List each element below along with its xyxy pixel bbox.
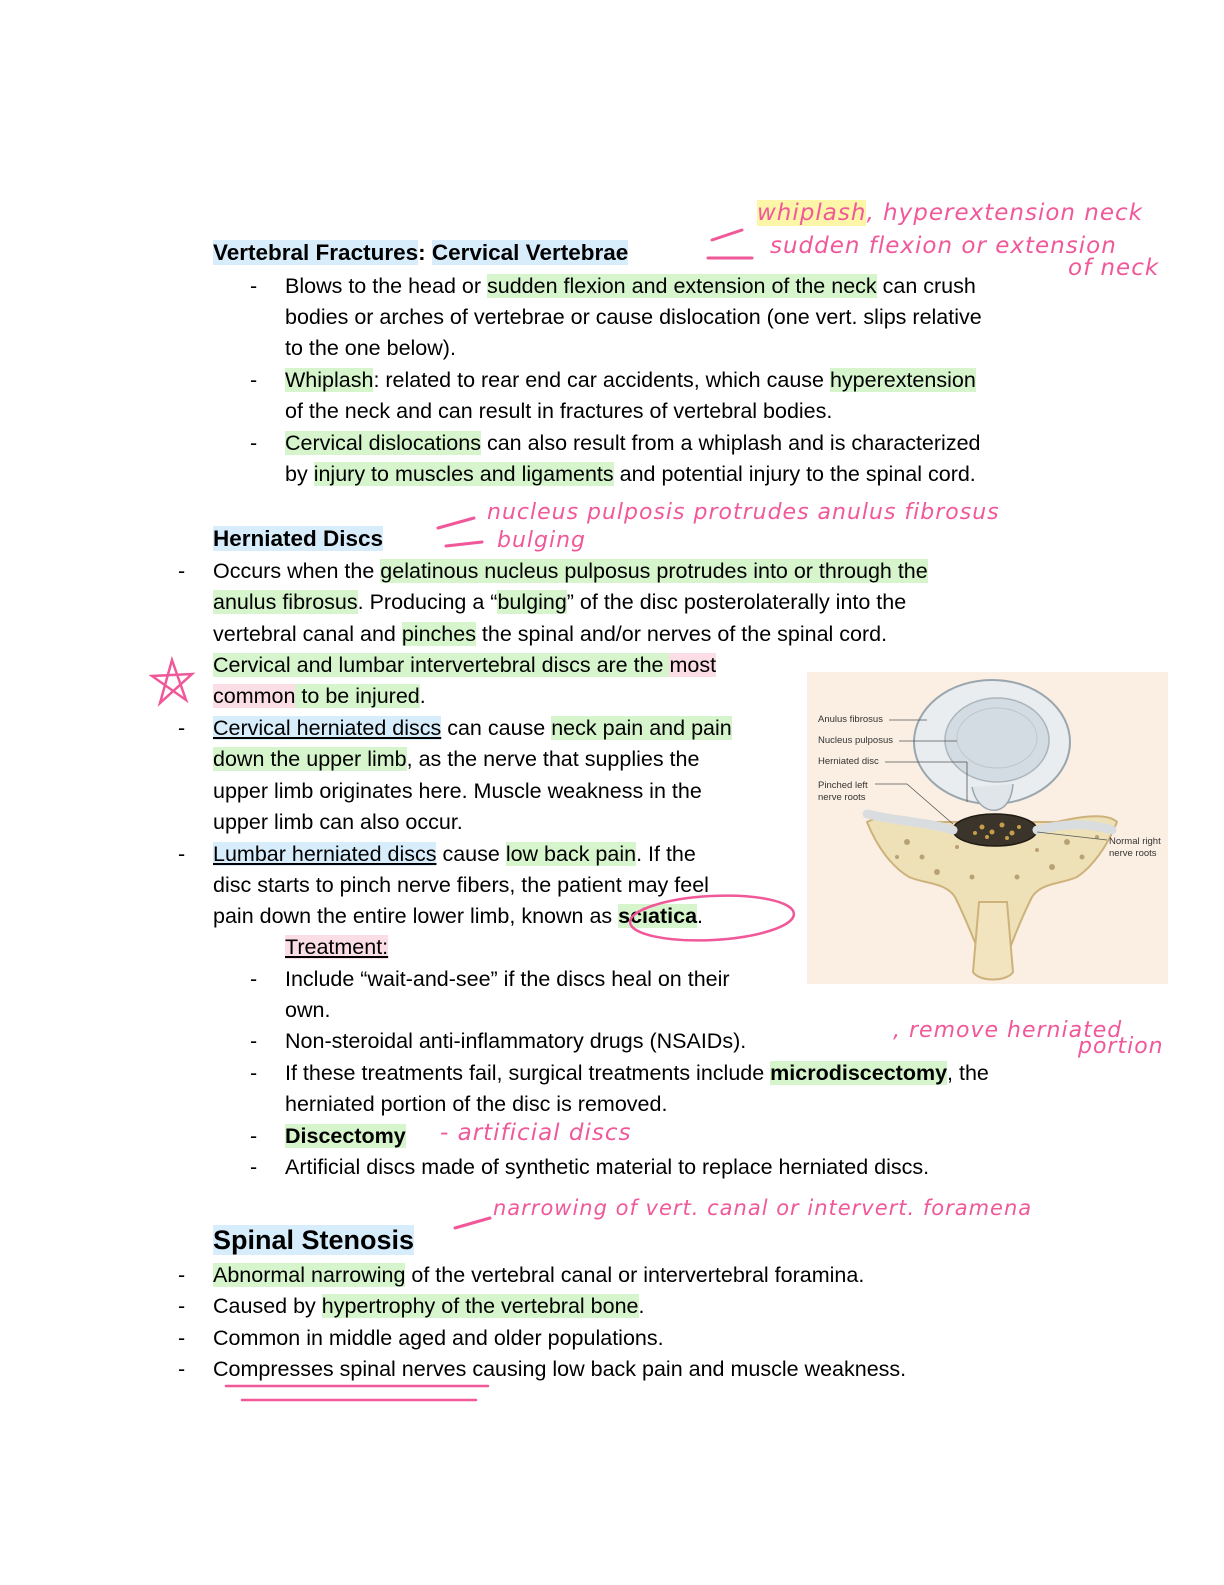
- highlight: Cervical and lumbar intervertebral discs are the: [213, 653, 670, 677]
- title-part: Vertebral Fractures: [213, 240, 419, 265]
- circle-mark: [629, 892, 795, 945]
- annotation-remove-herniated: , remove herniated: [893, 1018, 1123, 1043]
- text: by: [285, 462, 314, 486]
- bullet-dash: -: [178, 1263, 186, 1287]
- text: can crush: [876, 274, 976, 298]
- bullet-dash: -: [178, 1357, 186, 1381]
- bullet-dash: -: [250, 368, 258, 392]
- list-item-cont: upper limb originates here. Muscle weakness in the: [213, 779, 702, 803]
- text: : related to rear end car accidents, which cause: [373, 368, 830, 392]
- annotation-narrowing: narrowing of vert. canal or intervert. foramena: [493, 1196, 1033, 1220]
- highlight: low back pain: [505, 842, 637, 866]
- annotation-bulging: bulging: [497, 528, 587, 553]
- figure-label: Normal right: [1109, 836, 1161, 847]
- figure-label: nerve roots: [818, 792, 866, 803]
- list-item: Non-steroidal anti-inflammatory drugs (NSAIDs).: [285, 1029, 747, 1053]
- highlight: Cervical dislocations: [285, 431, 481, 455]
- text: the spinal and/or nerves of the spinal cord.: [475, 622, 888, 646]
- annotation-dash: [455, 1218, 490, 1228]
- text: . Producing a “: [357, 590, 498, 614]
- bullet-dash: -: [250, 274, 258, 298]
- bullet-dash: -: [250, 1124, 258, 1148]
- text: of the vertebral canal or intervertebral foramina.: [405, 1263, 865, 1287]
- list-item-cont: disc starts to pinch nerve fibers, the patient may feel: [213, 873, 709, 897]
- annotation-nucleus: nucleus pulposis protrudes anulus fibrosus: [487, 500, 1000, 525]
- highlight-bold: Discectomy: [285, 1124, 406, 1148]
- list-item: Artificial discs made of synthetic material to replace herniated discs.: [285, 1155, 930, 1179]
- underlined-term: Lumbar herniated discs: [213, 842, 437, 866]
- highlight: Whiplash: [285, 368, 374, 392]
- list-item-cont: bodies or arches of vertebrae or cause dislocation (one vert. slips relative: [285, 305, 982, 329]
- underlined-text: Compresses spinal nerves: [213, 1357, 467, 1381]
- list-item-cont: to the one below).: [285, 336, 456, 360]
- text: cause: [436, 842, 506, 866]
- annotation-dash: [712, 230, 742, 240]
- list-item-cont: of the neck and can result in fractures of vertebral bodies.: [285, 399, 833, 423]
- figure-label: Pinched left: [818, 780, 868, 791]
- title-text: Herniated Discs: [213, 526, 384, 551]
- highlight-pink: common: [213, 684, 296, 708]
- highlight-bold: microdiscectomy: [770, 1061, 948, 1085]
- bullet-dash: -: [250, 1061, 258, 1085]
- text: vertebral canal and: [213, 622, 402, 646]
- text: , the: [947, 1061, 989, 1085]
- bullet-dash: -: [178, 842, 186, 866]
- annotation-highlight: whiplash: [757, 200, 867, 226]
- highlight: Abnormal narrowing: [213, 1263, 406, 1287]
- bullet-dash: -: [178, 1294, 186, 1318]
- figure-label: Herniated disc: [818, 756, 879, 767]
- annotation-artificial-discs: - artificial discs: [440, 1120, 632, 1146]
- highlight: neck pain and pain: [551, 716, 732, 740]
- highlight: pinches: [401, 622, 476, 646]
- annotation-text: , hyperextension neck: [866, 200, 1143, 226]
- text: If these treatments fail, surgical treatments include: [285, 1061, 771, 1085]
- bullet-dash: -: [250, 431, 258, 455]
- list-item: Include “wait-and-see” if the discs heal on their: [285, 967, 730, 991]
- text: pain down the entire lower limb, known as: [213, 904, 619, 928]
- highlight: sudden flexion and extension of the neck: [486, 274, 877, 298]
- text: .: [419, 684, 426, 708]
- highlight: hypertrophy: [321, 1294, 436, 1318]
- label-text: Treatment:: [285, 935, 389, 959]
- annotation-portion: portion: [1078, 1034, 1164, 1059]
- text: Occurs when the: [213, 559, 381, 583]
- title-colon: :: [418, 240, 426, 265]
- text: . If the: [636, 842, 696, 866]
- figure-label: Anulus fibrosus: [818, 714, 883, 725]
- bullet-dash: -: [250, 1155, 258, 1179]
- text: .: [638, 1294, 645, 1318]
- text: can also result from a whiplash and is characterized: [480, 431, 981, 455]
- list-item-cont: own.: [285, 998, 331, 1022]
- figure-label: nerve roots: [1109, 848, 1157, 859]
- list-item-cont: upper limb can also occur.: [213, 810, 463, 834]
- highlight: to be injured: [295, 684, 420, 708]
- highlight: down the upper limb: [213, 747, 407, 771]
- figure-label: Nucleus pulposus: [818, 735, 893, 746]
- list-item-cont: herniated portion of the disc is removed.: [285, 1092, 668, 1116]
- highlight-bold: sciatica: [618, 904, 698, 928]
- bullet-dash: -: [178, 559, 186, 583]
- text: can cause: [441, 716, 552, 740]
- annotation-whiplash: [757, 200, 1143, 226]
- highlight: bulging: [497, 590, 567, 614]
- text: .: [697, 904, 704, 928]
- title-part: Cervical Vertebrae: [431, 240, 629, 265]
- annotation-strokes: [152, 230, 795, 1400]
- annotation-sudden-flexion: sudden flexion or extension: [770, 233, 1117, 259]
- highlight: anulus fibrosus: [213, 590, 358, 614]
- underlined-term: Cervical herniated discs: [213, 716, 442, 740]
- bullet-dash: -: [250, 967, 258, 991]
- annotation-dash: [438, 518, 474, 528]
- annotation-of-neck: of neck: [1068, 255, 1160, 281]
- annotation-dash: [446, 542, 482, 546]
- text: causing low back pain and muscle weakness.: [466, 1357, 907, 1381]
- text: Blows to the head or: [285, 274, 487, 298]
- star-mark: [152, 660, 192, 703]
- text: and potential injury to the spinal cord.: [613, 462, 976, 486]
- text: , as the nerve that supplies the: [406, 747, 700, 771]
- bullet-dash: -: [178, 1326, 186, 1350]
- bullet-dash: -: [250, 1029, 258, 1053]
- highlight-pink: most: [669, 653, 717, 677]
- bullet-dash: -: [178, 716, 186, 740]
- text: Caused by: [213, 1294, 322, 1318]
- highlight: injury to muscles and ligaments: [313, 462, 614, 486]
- title-text: Spinal Stenosis: [213, 1225, 415, 1255]
- list-item: Common in middle aged and older populations.: [213, 1326, 664, 1350]
- text: ” of the disc posterolaterally into the: [566, 590, 907, 614]
- highlight: hyperextension: [829, 368, 976, 392]
- highlight: gelatinous nucleus pulposus protrudes into or through the: [380, 559, 928, 583]
- highlight: of the vertebral bone: [435, 1294, 639, 1318]
